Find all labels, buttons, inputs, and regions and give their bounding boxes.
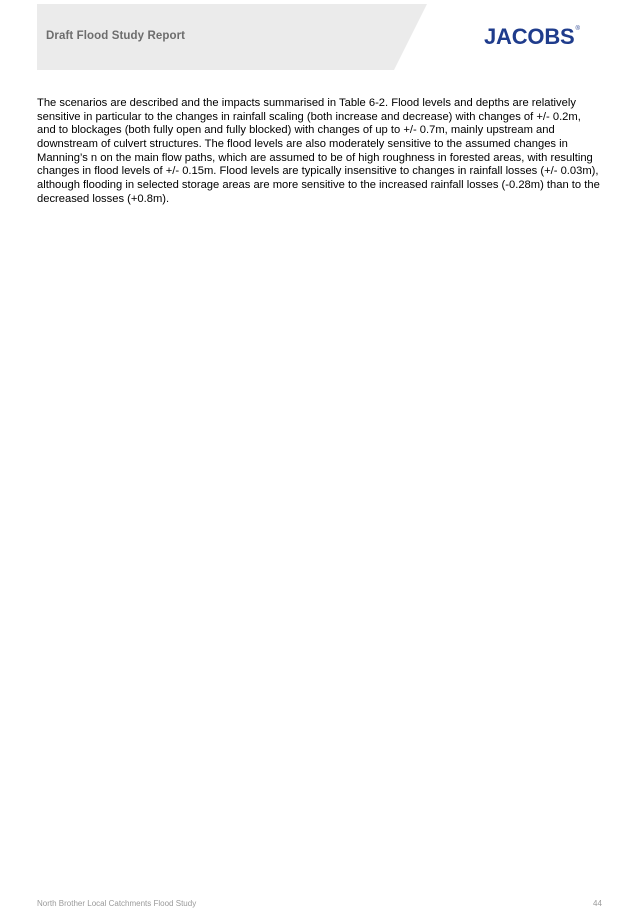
footer-page-number: 44 [593,899,602,908]
body-paragraph: The scenarios are described and the impacts summarised in Table 6-2. Flood levels and depths are relatively sensitive in particular to the changes in rainfall scaling (both increase and decrease) with changes of +/- 0.2m, and to blockages (both fully open and fully blocked) with changes of up to +/- 0.7m, mainly upstream and downstream of culvert structures. The flood levels are also moderately sensitive to the assumed changes in Manning’s n on the main flow paths, which are assumed to be of high roughness in forested areas, with resulting changes in flood levels of +/- 0.15m. Flood levels are typically insensitive to changes in rainfall losses (+/- 0.03m), although flooding in selected storage areas are more sensitive to the increased rainfall losses (-0.28m) than to the decreased losses (+0.8m). [37,97,600,205]
document-title: Draft Flood Study Report [46,30,186,42]
registered-mark: ® [575,26,580,32]
logo-wordmark: JACOBS [484,24,575,49]
jacobs-logo [484,24,580,54]
footer-document-name: North Brother Local Catchments Flood Study [37,899,197,908]
